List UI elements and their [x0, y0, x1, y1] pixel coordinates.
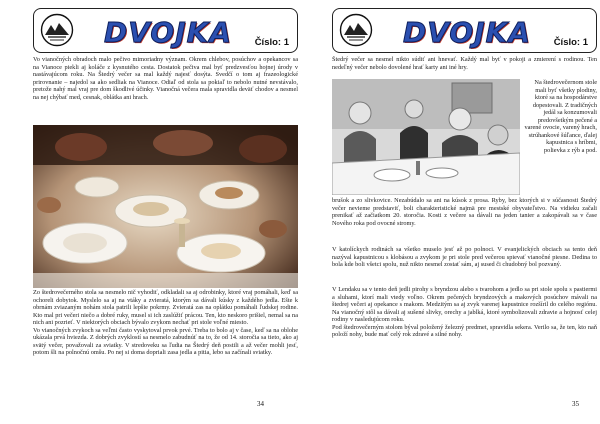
article-side-text: Na štedrovečernom stole mali byť všetky plodiny, ktoré sa na hospodárstve dopestovali. Z tradičných jedál sa konzumovali predovšetkým pečené a varené ovocie, varený hrach, strúhankové šúľance, ďalej kapustnica s hríbmi, polievka z rýb a pod. [524, 79, 597, 154]
logo-emblem-icon [40, 13, 74, 47]
page-number-right: 35 [572, 400, 579, 408]
logo-emblem-icon [339, 13, 373, 47]
family-dinner-photo [332, 79, 520, 195]
magazine-title: DVOJKA [403, 16, 532, 49]
christmas-table-photo [33, 125, 298, 288]
issue-number: Číslo: 1 [553, 37, 588, 48]
christmas-dinner-image [33, 125, 298, 288]
page-number-left: 34 [257, 400, 264, 408]
article-text-middle: V katolíckych rodinách sa všetko muselo jesť až po polnoci. V evanjelických obciach sa tento deň nazýval kapustnicou s klobásou a zvykom je pri stole pred večerou spievať vianočné piesne. Dedina to bola kde boli všetci spolu, nuž nikto nesmel zostať sám, aj sused či chudobný bol pozvaný. [332, 246, 597, 269]
article-text-bottom: V Lendaku sa v tento deň jedli pirohy s bryndzou alebo s tvarohom a jedlo sa pri stole spolu s pastiermi a sluhami, ktorí mali vtedy voľno. Okrem pečených bryndzových a makových posúchov mávali na štedrej večeri aj opekance s makom. Medzitým sa aj zvyk varenej kapustnice rozšíril do celého regiónu. Na vianočný stôl sa dávali aj sušené slivky, orechy a jablká, ktoré symbolizovali zdravie a hojnosť celej rodiny v nasledujúcom roku. Pod štedrovečerným stolom býval položený železný predmet, spravidla sekera. Verilo sa, že ten, kto naň položí nohy, bude mať celý rok zdravé a silné nohy. [332, 286, 597, 339]
page-header [33, 8, 298, 53]
family-at-table-image [332, 79, 520, 195]
article-text-bottom: Zo štedrovečerného stola sa nesmelo nič vyhodiť, odkladali sa aj odrobinky, ktoré vraj pomáhali, keď sa ochoreli dobytok. Myslelo sa aj na vtáky a zvieratá, ktorým sa dávali kúsky z každého jedla. Ešte k obrnám zviazaným nohám stola patrili lepšie pokrmy. Zvieratá zas na oplátku pomáhali ľudskej rodine. Kto mal pri večeri niečo a dobré ruky, musel si ich zaslúžiť prácou. Ten, kto neskoro prišiel, nemal sa na nich ani pozrieť. V niektorých obciach bývalo zvykom nechať pri stole voľné miesto. Vo vianočných zvykoch sa veľmi často vyskytoval prvok prvé. Treba to bolo aj v čase, keď sa na oblohe ukázala prvá hviezda. Z dobrých zvyklostí sa nesmelo zabudnúť na to, že od 14. storočia sa tieto, ako aj svätý večer, považovali za sviatky. V stredoveku sa ľudia na Štedrý deň postili a až večer mohli jesť, potom šli na polnočnú omšu. Po nej si doma dopriali zasa jedla a pitia, lebo sa začínali sviatky. [33, 289, 298, 357]
article-text-after-photo: brušok a zo slivkovice. Nezabúdalo sa ani na kúsok z prosa. Ryby, bez ktorých si v súčasnosti Štedrý večer nevieme predstaviť, boli charakteristické najmä pre mestské obyvateľstvo. Na vidieku začali prenikať až začiatkom 20. storočia. Kosti z večere sa dávali na jeden tanier a zakopávali sa v čase Nového roka pod ovocné stromy. [332, 197, 597, 227]
article-text-top: Štedrý večer sa nesmel nikto súdiť ani hnevať. Každý mal byť v pokoji a zmierení s rodinou. Ten nedeľný večer nebolo dovolené hrať karty ani iné hry. [332, 56, 597, 71]
right-page [332, 8, 597, 408]
issue-number: Číslo: 1 [254, 37, 289, 48]
page-header [332, 8, 597, 53]
article-text-top: Vo vianočných obradoch malo pečivo mimoriadny význam. Okrem chlebov, posúchov a opekancov sa na Vianoce piekli aj koláče z kysnutého cesta. Dostatok pečiva mal byť predzvesťou hojnej úrody v nastávajúcom roku. Na Štedrý večer sa mal každý najesť dosýta. Svedčí o tom aj frazeologické prirovnanie – najedol sa ako sedliak na Vianoce. Odiaľ od stola sa pokiaľ to nebolo nutné nevstávalo, pretože nahý mal vraj pre dom škodlivé účinky. Vianočná večera mala spravidla deväť chodov a nesmel na nej chýbať med, cesnak, oblátka ani hrach. [33, 56, 298, 101]
magazine-title: DVOJKA [104, 16, 233, 49]
left-page [33, 8, 298, 408]
